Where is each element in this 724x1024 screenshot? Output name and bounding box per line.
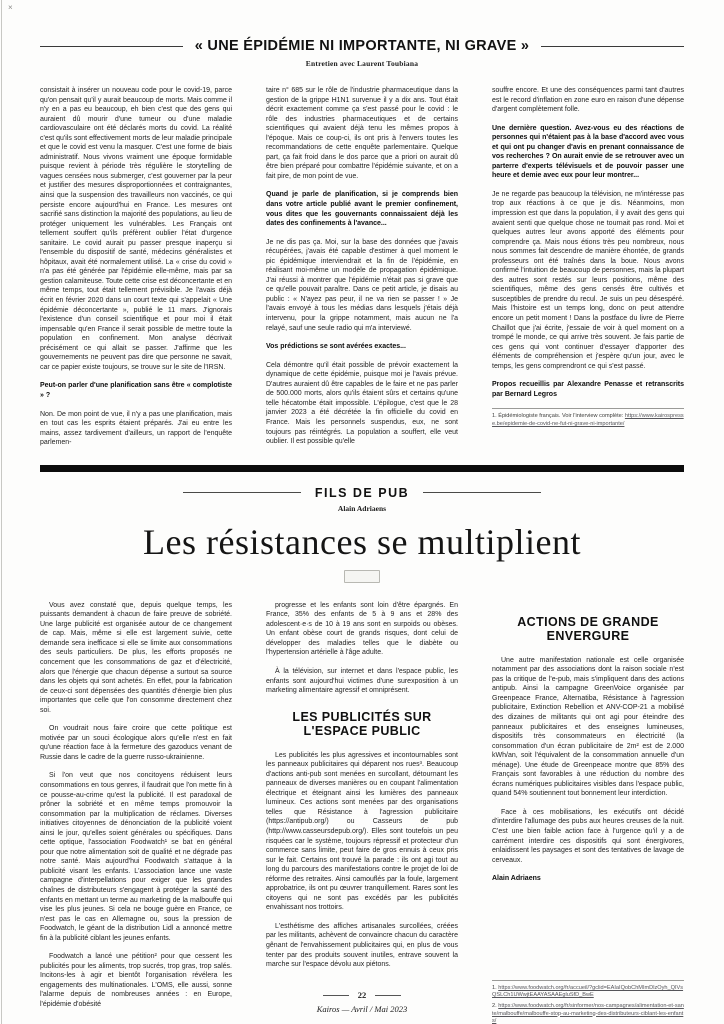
- interview-footnotes: [492, 408, 684, 428]
- article-kicker-row: [40, 486, 684, 500]
- article-title: Les résistances se multiplient: [143, 521, 581, 562]
- ornament-box: [344, 570, 380, 583]
- article-column-1: [40, 601, 232, 1019]
- page-footer: [0, 990, 724, 1014]
- edition-line: Kairos — Avril / Mai 2023: [316, 1004, 408, 1014]
- interview-column-1: [40, 86, 232, 457]
- body-paragraph: Non. De mon point de vue, il n'y a pas une planification, mais en tout cas les esprits étaient préparés. J'ai eu entre les mains, assez tardivement d'ailleurs, un rapport de l'enquête parlemen-: [40, 410, 232, 447]
- body-paragraph: Cela démontre qu'il était possible de prévoir exactement la dynamique de cette épidémie, puisque moi je l'avais prévue. D'autres auraient dû être capables de le faire et ne pas parler de 500.000 morts, alors qu'ils étaient sûrs et certains qu'une telle hécatombe était impossible. L'épilogue, c'est que le 28 janvier 2023 a été décrétée la fin officielle du covid en France. Mais les personnels suspendus, eux, ne sont toujours pas réintégrés. La population a souffert, elle veut oublier. Il est possible qu'elle: [266, 361, 458, 446]
- crop-mark-icon: ×: [8, 3, 13, 12]
- article-column-3-text: [492, 615, 684, 884]
- column-subhead: LES PUBLICITÉS SUR L'ESPACE PUBLIC: [292, 709, 432, 739]
- body-paragraph: consistait à insérer un nouveau code pour le covid-19, parce qu'on pensait qu'il y aurait beaucoup de morts. Mais comme il n'y en a pas eu beaucoup, eh bien c'est que des gens qui auraient dû mourir d'une tumeur ou d'une maladie cardiovasculaire ont été déclarés morts du covid. La réalité c'est qu'ils sont effectivement morts de leur maladie principale et que le covid est venu la masquer. C'est une forme de biais administratif. Nous vivons vraiment une époque formidable puisque revient à période très régulière le storytelling de vagues censées nous submerger, c'est gouverner par la peur et justifier des mesures disproportionnées et contraignantes, ainsi que la suspension des travailleurs non vaccinés, ce qui persiste encore aujourd'hui en France. Les mesures ont sacrifié sans distinction la majorité des populations, au lieu de protéger uniquement les vulnérables. Les Français ont tellement souffert qu'ils préfèrent oublier l'état d'urgence sanitaire. Le covid aurait pu passer presque inaperçu si l'ensemble du dispositif de santé, médecins généralistes et hôpitaux, avait été normalement utilisé. La « crise du covid » n'a pas été générée par l'épidémie elle-même, mais par sa gestion calamiteuse. Toute cette crise est déconcertante et en même temps, tout était tellement prévisible. Je l'avais déjà écrit en février 2020 dans un court texte qui s'appelait « Une épidémie déconcertante », publié le 11 mars. J'ignorais l'existence d'un conseil scientifique et pour moi il était impensable qu'en France il serait possible de mettre toute la population en confinement. Mon analyse décrivait précisément ce qui allait se passer. J'affirme que les gouvernements ne peuvent pas dire que personne ne savait, car ce papier existe toujours, se trouve sur le site de l'IRSN.: [40, 87, 232, 371]
- body-paragraph: Les publicités les plus agressives et incontournables sont les panneaux publicitaires qui déparent nos rues³. Beaucoup d'actions anti-pub sont menées en surcollant, détournant les panneaux de diverses manières ou en coupant l'alimentation électrique et éteignant ainsi les lumières des panneaux lumineux. Ces actions sont menées par des organisations telles que Résistance à l'agression publicitaire (https://antipub.org/) ou Casseurs de pub (http://www.casseursdepub.org/). Elles sont toutefois un peu risquées car le système, toujours répressif et protecteur d'un commerce sans limite, peut faire de gros ennuis à ceux pris sur le fait. Certains ont trouvé la parade : ils ont agi tout au long du parcours des manifestations contre le projet de loi de réforme des retraites. Ainsi camouflés par la foule, largement approbatrice, ils ont pu œuvrer tranquillement. Rares sont les citoyens qui ne sont pas excédés par les publicités envahissant nos trottoirs.: [266, 751, 458, 912]
- footnote-url-link[interactable]: https://www.foodwatch.org/fr/accueil/?gclid=EAIaIQobChMImDlzOyh_QIVsQSLCh1UWwjtEAAYASAAEgluSfD_BwE: [492, 984, 684, 999]
- header-rule-left: [40, 46, 183, 47]
- footnote-url-link[interactable]: https://www.kairospresse.be/epidemie-de-covid-ne-fut-ni-grave-ni-importante/: [492, 413, 684, 427]
- article-kicker: FILS DE PUB: [314, 485, 410, 500]
- article-column-3: [492, 601, 684, 1024]
- body-paragraph: taire n° 685 sur le rôle de l'industrie pharmaceutique dans la gestion de la grippe H1N1 survenue il y a dix ans. Tout était décrit exactement comme ça s'est passé pour le covid : le rôle des industries pharmaceutiques et de certains scientifiques qui avaient déjà tenu les mêmes propos à l'époque. Mais ce coup-ci, ils ont pris à l'envers toutes les recommandations de cette enquête parlementaire. Quelque part, ça fait froid dans le dos parce que a priori on aurait dû être bien préparé pour combattre l'épidémie suivante, et on a fait pire, de mon point de vue.: [266, 87, 458, 180]
- body-paragraph: À la télévision, sur internet et dans l'espace public, les enfants sont aujourd'hui victimes d'une surexposition à un marketing alimentaire agressif et omniprésent.: [266, 667, 458, 695]
- page-number: 22: [357, 990, 367, 1000]
- body-paragraph: Une autre manifestation nationale est celle organisée notamment par des associations dont la raison sociale n'est pas la critique de l'e-pub, mais s'impliquent dans des actions antipub. Ainsi la campagne GreenVoice organisée par Greenpeace France, Alternatiba, Résistance à l'agression publicitaire, Extinction Rebellion et ANV-COP-21 a mobilisé des dizaines de militants qui ont agi pour éteindre des panneaux publicitaires et des enseignes lumineuses, dispositifs très consommateurs en électricité (la consommation d'un écran publicitaire de 2m² est de 2.000 kWh/an, soit l'équivalent de la consommation annuelle d'un ménage). Une étude de Greenpeace montre que 85% des Français sont favorables à une réduction du nombre des écrans numériques publicitaires visibles dans l'espace public, quand 54% soutiennent tout bonnement leur interdiction.: [492, 656, 684, 798]
- interview-question: Vos prédictions se sont avérées exactes...: [266, 343, 406, 351]
- article-columns: [40, 601, 684, 1024]
- footnote-url-link[interactable]: https://www.foodwatch.org/fr/sinformer/nos-campagnes/alimentation-et-sante/malbouffe/malbouffe-stop-au-marketing-des-distributeurs-ciblant-les-enfants/: [492, 1002, 684, 1024]
- body-paragraph: Je ne regarde pas beaucoup la télévision, ne m'intéresse pas trop aux réactions à ce que je dis. Néanmoins, mon impression est que dans la population, il y avait des gens qui avaient senti que quelque chose ne tournait pas rond. Moi et quelques autres leur avons apporté des éléments pour comprendre ça. Mais nous étions très peu nombreux, nous nous sommes fait descendre de manière éhontée, de grands professeurs ont été traînés dans la boue. Nous avons confirmé l'intuition de beaucoup de personnes, mais la plupart des autres sont restés sur leurs positions, même des scientifiques, même des gens censés être cultivés et susceptibles de prendre du recul. Je suis un peu désespéré. Mais l'histoire est un temps long, donc on peut attendre encore un petit moment ! Dans la postface du livre de Pierre Chaillot que j'ai écrite, j'essaie de voir à quel moment on a trompé le monde, ce qui arrive très souvent. Je fais partie de ces gens qui vont continuer d'essayer d'apporter des éléments de compréhension et j'espère qu'un jour, avec le temps, les gens comprendront ce qui s'est passé.: [492, 190, 685, 370]
- article-column-2: [266, 601, 458, 979]
- body-paragraph: Face à ces mobilisations, les exécutifs ont décidé d'interdire l'allumage des pubs aux heures creuses de la nuit. C'est une bien faible action face à l'urgence qu'il y a de carrément interdire ces dispositifs qui sont énergivores, enlaidissent les paysages et sont des tentatives de lavage de cerveaux.: [492, 808, 684, 864]
- column-subhead: ACTIONS DE GRANDE ENVERGURE: [517, 614, 659, 644]
- interview-columns: [40, 86, 684, 457]
- footnote-line: 2. https://www.foodwatch.org/fr/sinformer/nos-campagnes/alimentation-et-sante/malbouffe/malbouffe-stop-au-marketing-des-distributeurs-ciblant-les-enfants/: [492, 1002, 684, 1024]
- interview-byline: Entretien avec Laurent Toubiana: [305, 59, 419, 68]
- body-paragraph: L'esthétisme des affiches artisanales surcollées, créées par les militants, achèvent de convaincre chacun du caractère gênant de l'envahissement publicitaires qui, en plus de vous tenter par des produits souvent inutiles, entrave souvent la marche sur l'espace dévolu aux piétons.: [266, 922, 458, 969]
- pagenum-rule-right: [375, 995, 401, 996]
- signature-line: Propos recueillis par Alexandre Penasse et retranscrits par Bernard Legros: [492, 381, 684, 398]
- body-paragraph: Je ne dis pas ça. Moi, sur la base des données que j'avais récupérées, j'avais été capable d'estimer à quel moment le pic épidémique interviendrait et la fin de l'épidémie, en réalisant moi-même un modèle de propagation épidémique. J'ai réussi à montrer que l'épidémie n'était pas si grave que ce qu'elle pouvait paraître. Dans ce petit article, je disais au public : « N'ayez pas peur, il ne va rien se passer ! » Je l'avais envoyé à tous les médias dans lesquels j'étais déjà intervenu, pour la grippe notamment, mais aucun ne l'a relayé, sauf une seule radio qui m'a interviewé.: [266, 238, 458, 332]
- body-paragraph: Vous avez constaté que, depuis quelque temps, les puissants demandent à chacun de faire preuve de sobriété. Une large publicité est organisée autour de ce changement de cap. Mais, même si elle est largement suivie, cette demande sera inefficace si elle se limite aux consommations des seuls particuliers. De plus, les efforts proposés ne concernent que les consommations de gaz et d'électricité, alors que l'énergie que chacun dépense a surtout sa source dans les objets qui sont achetés. En effet, pour la fabrication de ceux-ci sont dépensées des quantités d'énergie bien plus importantes que celle que l'on consomme directement chez soi.: [40, 601, 232, 714]
- header-rule-right: [541, 46, 684, 47]
- kicker-rule-left: [183, 492, 301, 493]
- kicker-rule-right: [423, 492, 541, 493]
- body-paragraph: Foodwatch a lancé une pétition² pour que cessent les publicités pour les aliments, trop sucrés, trop gras, trop salés. Incitons-les à agir et bientôt l'organisation révélera les engagements des multinationales. L'OMS, elle aussi, sonne l'alarme depuis de nombreuses années : en Europe, l'épidémie d'obésité: [40, 953, 232, 1009]
- section-divider-bar: [40, 465, 684, 472]
- footnote-line: 1. Épidémiologiste français. Voir l'interview complète: https://www.kairospresse.be/epidemie-de-covid-ne-fut-ni-grave-ni-importante/: [492, 413, 684, 427]
- interview-question: Peut-on parler d'une planification sans être « complotiste » ?: [40, 382, 232, 399]
- interview-column-2: [266, 86, 458, 456]
- interview-question: Quand je parle de planification, si je comprends bien dans votre article publié avant le premier confinement, vous dites que les gouvernants connaissaient déjà les dates des confinements à l'avance...: [266, 191, 458, 228]
- interview-column-3: [492, 86, 684, 432]
- scan-edge-line: [1, 0, 2, 1024]
- interview-header: [40, 38, 684, 68]
- interview-question: Une dernière question. Avez-vous eu des réactions de personnes qui n'étaient pas à la base d'accord avec vous et qui ont pu changer d'avis en prenant connaissance de vos recherches ? On aurait envie de se retrouver avec un parterre d'experts télévisuels et de pouvoir passer une heure et demie avec eux pour leur montrer...: [492, 124, 684, 180]
- article-author-top: Alain Adriaens: [337, 503, 387, 513]
- footnote-line: 1. https://www.foodwatch.org/fr/accueil/?gclid=EAIaIQobChMImDlzOyh_QIVsQSLCh1UWwjtEAAYASAAEgluSfD_BwE: [492, 984, 684, 999]
- body-paragraph: souffre encore. Et une des conséquences parmi tant d'autres est le record d'inflation en zone euro en raison d'une dépense d'argent complètement folle.: [492, 87, 684, 114]
- pagenum-rule-left: [323, 995, 349, 996]
- interview-title: « UNE ÉPIDÉMIE NI IMPORTANTE, NI GRAVE »: [194, 38, 530, 54]
- interview-column-3-text: [492, 86, 684, 399]
- body-paragraph: On voudrait nous faire croire que cette politique est motivée par un souci écologique alors qu'elle n'est en fait qu'une réaction face à la fermeture des gazoducs venant de Russie dans le cadre de la guerre russo-ukrainienne.: [40, 725, 232, 761]
- body-paragraph: progresse et les enfants sont loin d'être épargnés. En France, 35% des enfants de 5 à 9 ans et 28% des adolescent·e·s de 10 à 19 ans sont en surpoids ou obèses. Un enfant obèse court de grands risques, dont celui de développer des maladies telles que le diabète ou l'hypertension artérielle à l'âge adulte.: [266, 601, 458, 657]
- body-paragraph: Si l'on veut que nos concitoyens réduisent leurs consommations en tous genres, il faudrait que l'on mette fin à ce pousse-au-crime qu'est la publicité. Il est paradoxal de prôner la sobriété et en même temps promouvoir la consommation par la multiplication de réclames. Diverses initiatives citoyennes de dénonciation de la publicité voient ainsi le jour, qu'elles soient générales ou spécifiques. Dans cette optique, l'association Foodwatch¹ se bat en général pour que notre alimentation soit de qualité et ne dégrade pas notre santé. Mais aujourd'hui Foodwatch s'attaque à la publicité visant les enfants. L'association lance une vaste campagne d'interpellations pour exiger que les grandes chaînes de distributeurs s'engagent à protéger la santé des enfants en mettant un terme au marketing de la malbouffe qui vise les plus jeunes. Si cela ne bouge guère en France, ce n'est pas le cas en Allemagne ou, sous la pression de Foodwatch, le géant de la distribution Lidl a annoncé mettre fin à la publicité ciblant les jeunes enfants.: [40, 772, 232, 942]
- signature-line: Alain Adriaens: [492, 875, 541, 883]
